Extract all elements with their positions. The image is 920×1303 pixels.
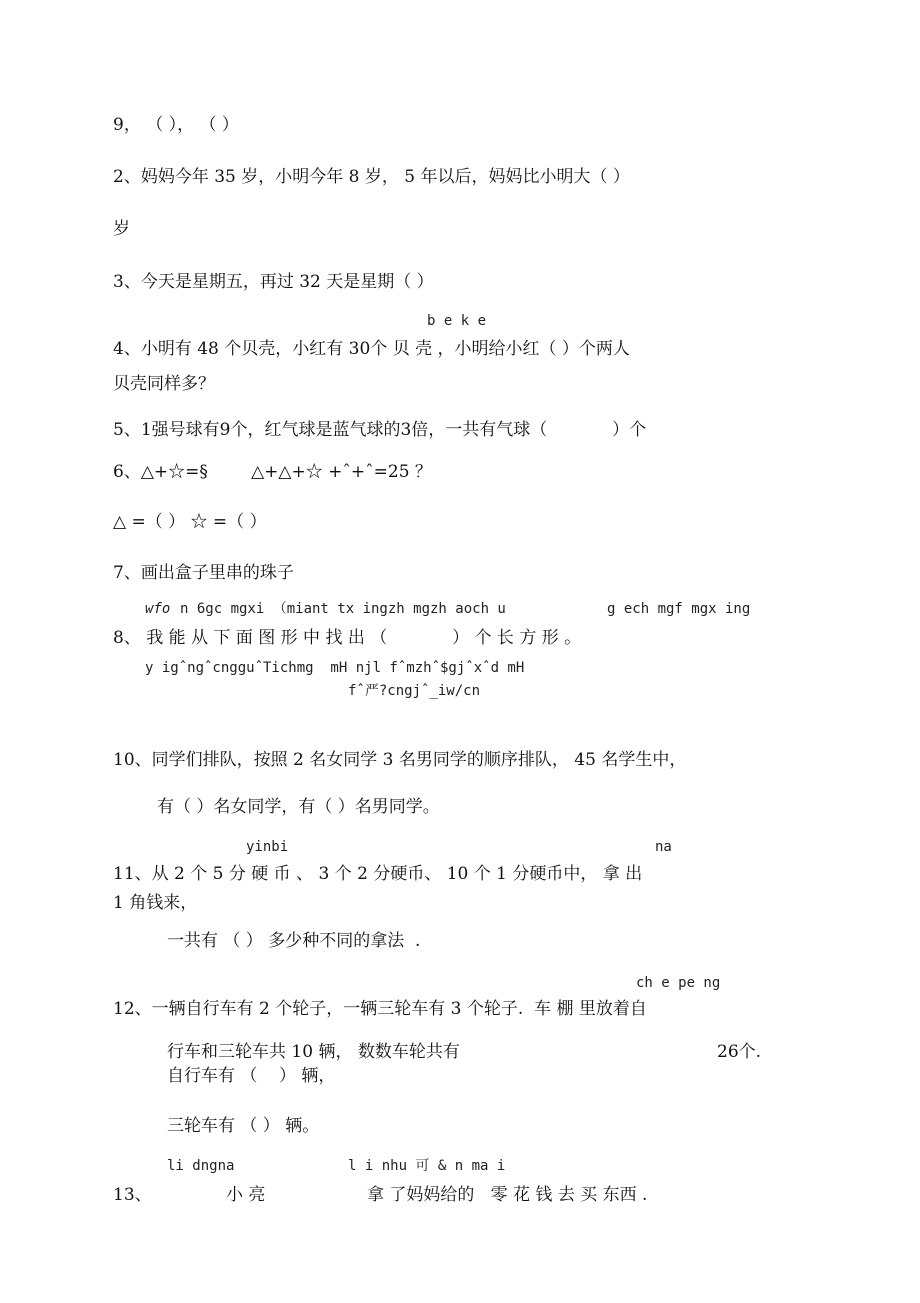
question-4: 4、小明有 48 个贝壳，小红有 30个 贝 壳 ，小明给小红（ ）个两人 <box>113 339 630 359</box>
question-13-pinyin-2: l i nhu 可 & n ma i <box>348 1158 506 1174</box>
question-13-continued: 拿 了妈妈给的 零 花 钱 去 买 东西 . <box>367 1185 648 1205</box>
question-3: 3、今天是星期五，再过 32 天是星期（ ） <box>113 272 434 292</box>
question-11-pinyin-2: na <box>655 839 672 855</box>
question-5: 5、1强号球有9个，红气球是蓝气球的3倍，一共有气球（ ）个 <box>113 420 647 440</box>
question-10: 10、同学们排队，按照 2 名女同学 3 名男同学的顺序排队， 45 名学生中， <box>113 750 687 770</box>
question-8-pinyin-bottom: y igˆngˆcngguˆTichmg mH njl fˆmzhˆ$gjˆxˆd mH <box>145 660 525 676</box>
question-12-line-3: 自行车有 （ ） 辆， <box>167 1066 336 1086</box>
question-8-pinyin-top-right: g ech mgf mgx ing <box>607 601 751 617</box>
question-13-name: 小 亮 <box>226 1185 266 1205</box>
question-11-pinyin-1: yinbi <box>246 839 289 855</box>
question-6: 6、△+☆=§ △+△+☆ +ˆ+ˆ=25 ？ <box>113 462 432 482</box>
question-10-continued: 有（ ）名女同学，有（ ）名男同学。 <box>157 797 440 817</box>
question-9: 9， （ ）， （ ） <box>113 115 239 135</box>
question-12-line-2: 行车和三轮车共 10 辆， 数数车轮共有 <box>167 1042 460 1062</box>
question-8-pinyin-bottom-2: fˆ严?cngjˆ_iw/cn <box>348 683 481 699</box>
question-8-pinyin-top: n 6gc mgxi （miant tx ingzh mgzh aoch u <box>180 601 506 617</box>
question-11-continued: 1 角钱来， <box>113 893 198 913</box>
question-12: 12、一辆自行车有 2 个轮子，一辆三轮车有 3 个轮子. 车 棚 里放着自 <box>113 999 647 1019</box>
question-13-pinyin-1: li dngna <box>167 1158 235 1174</box>
question-4-pinyin: b e k e <box>427 313 487 329</box>
question-11: 11、从 2 个 5 分 硬 币 、 3 个 2 分硬币、 10 个 1 分硬币中， 拿 出 <box>113 864 643 884</box>
question-6-answers: △ =（ ） ☆ =（ ） <box>113 512 267 532</box>
question-12-line-4: 三轮车有 （ ） 辆。 <box>167 1116 320 1136</box>
question-8-pinyin-prefix: wfo <box>145 601 171 617</box>
question-12-line-2-total: 26个. <box>717 1042 762 1062</box>
question-4-continued: 贝壳同样多？ <box>113 374 215 394</box>
question-2-continued: 岁 <box>113 219 130 239</box>
question-7: 7、画出盒子里串的珠子 <box>113 563 294 583</box>
question-13: 13、 <box>113 1185 152 1205</box>
question-8: 8、 我 能 从 下 面 图 形 中 找 出 （ ） 个 长 方 形 。 <box>113 628 582 648</box>
question-11-prompt: 一共有 （ ） 多少种不同的拿法 . <box>167 931 421 951</box>
question-12-pinyin: ch e pe ng <box>636 975 721 991</box>
question-2: 2、妈妈今年 35 岁，小明今年 8 岁， 5 年以后，妈妈比小明大（ ） <box>113 167 630 187</box>
